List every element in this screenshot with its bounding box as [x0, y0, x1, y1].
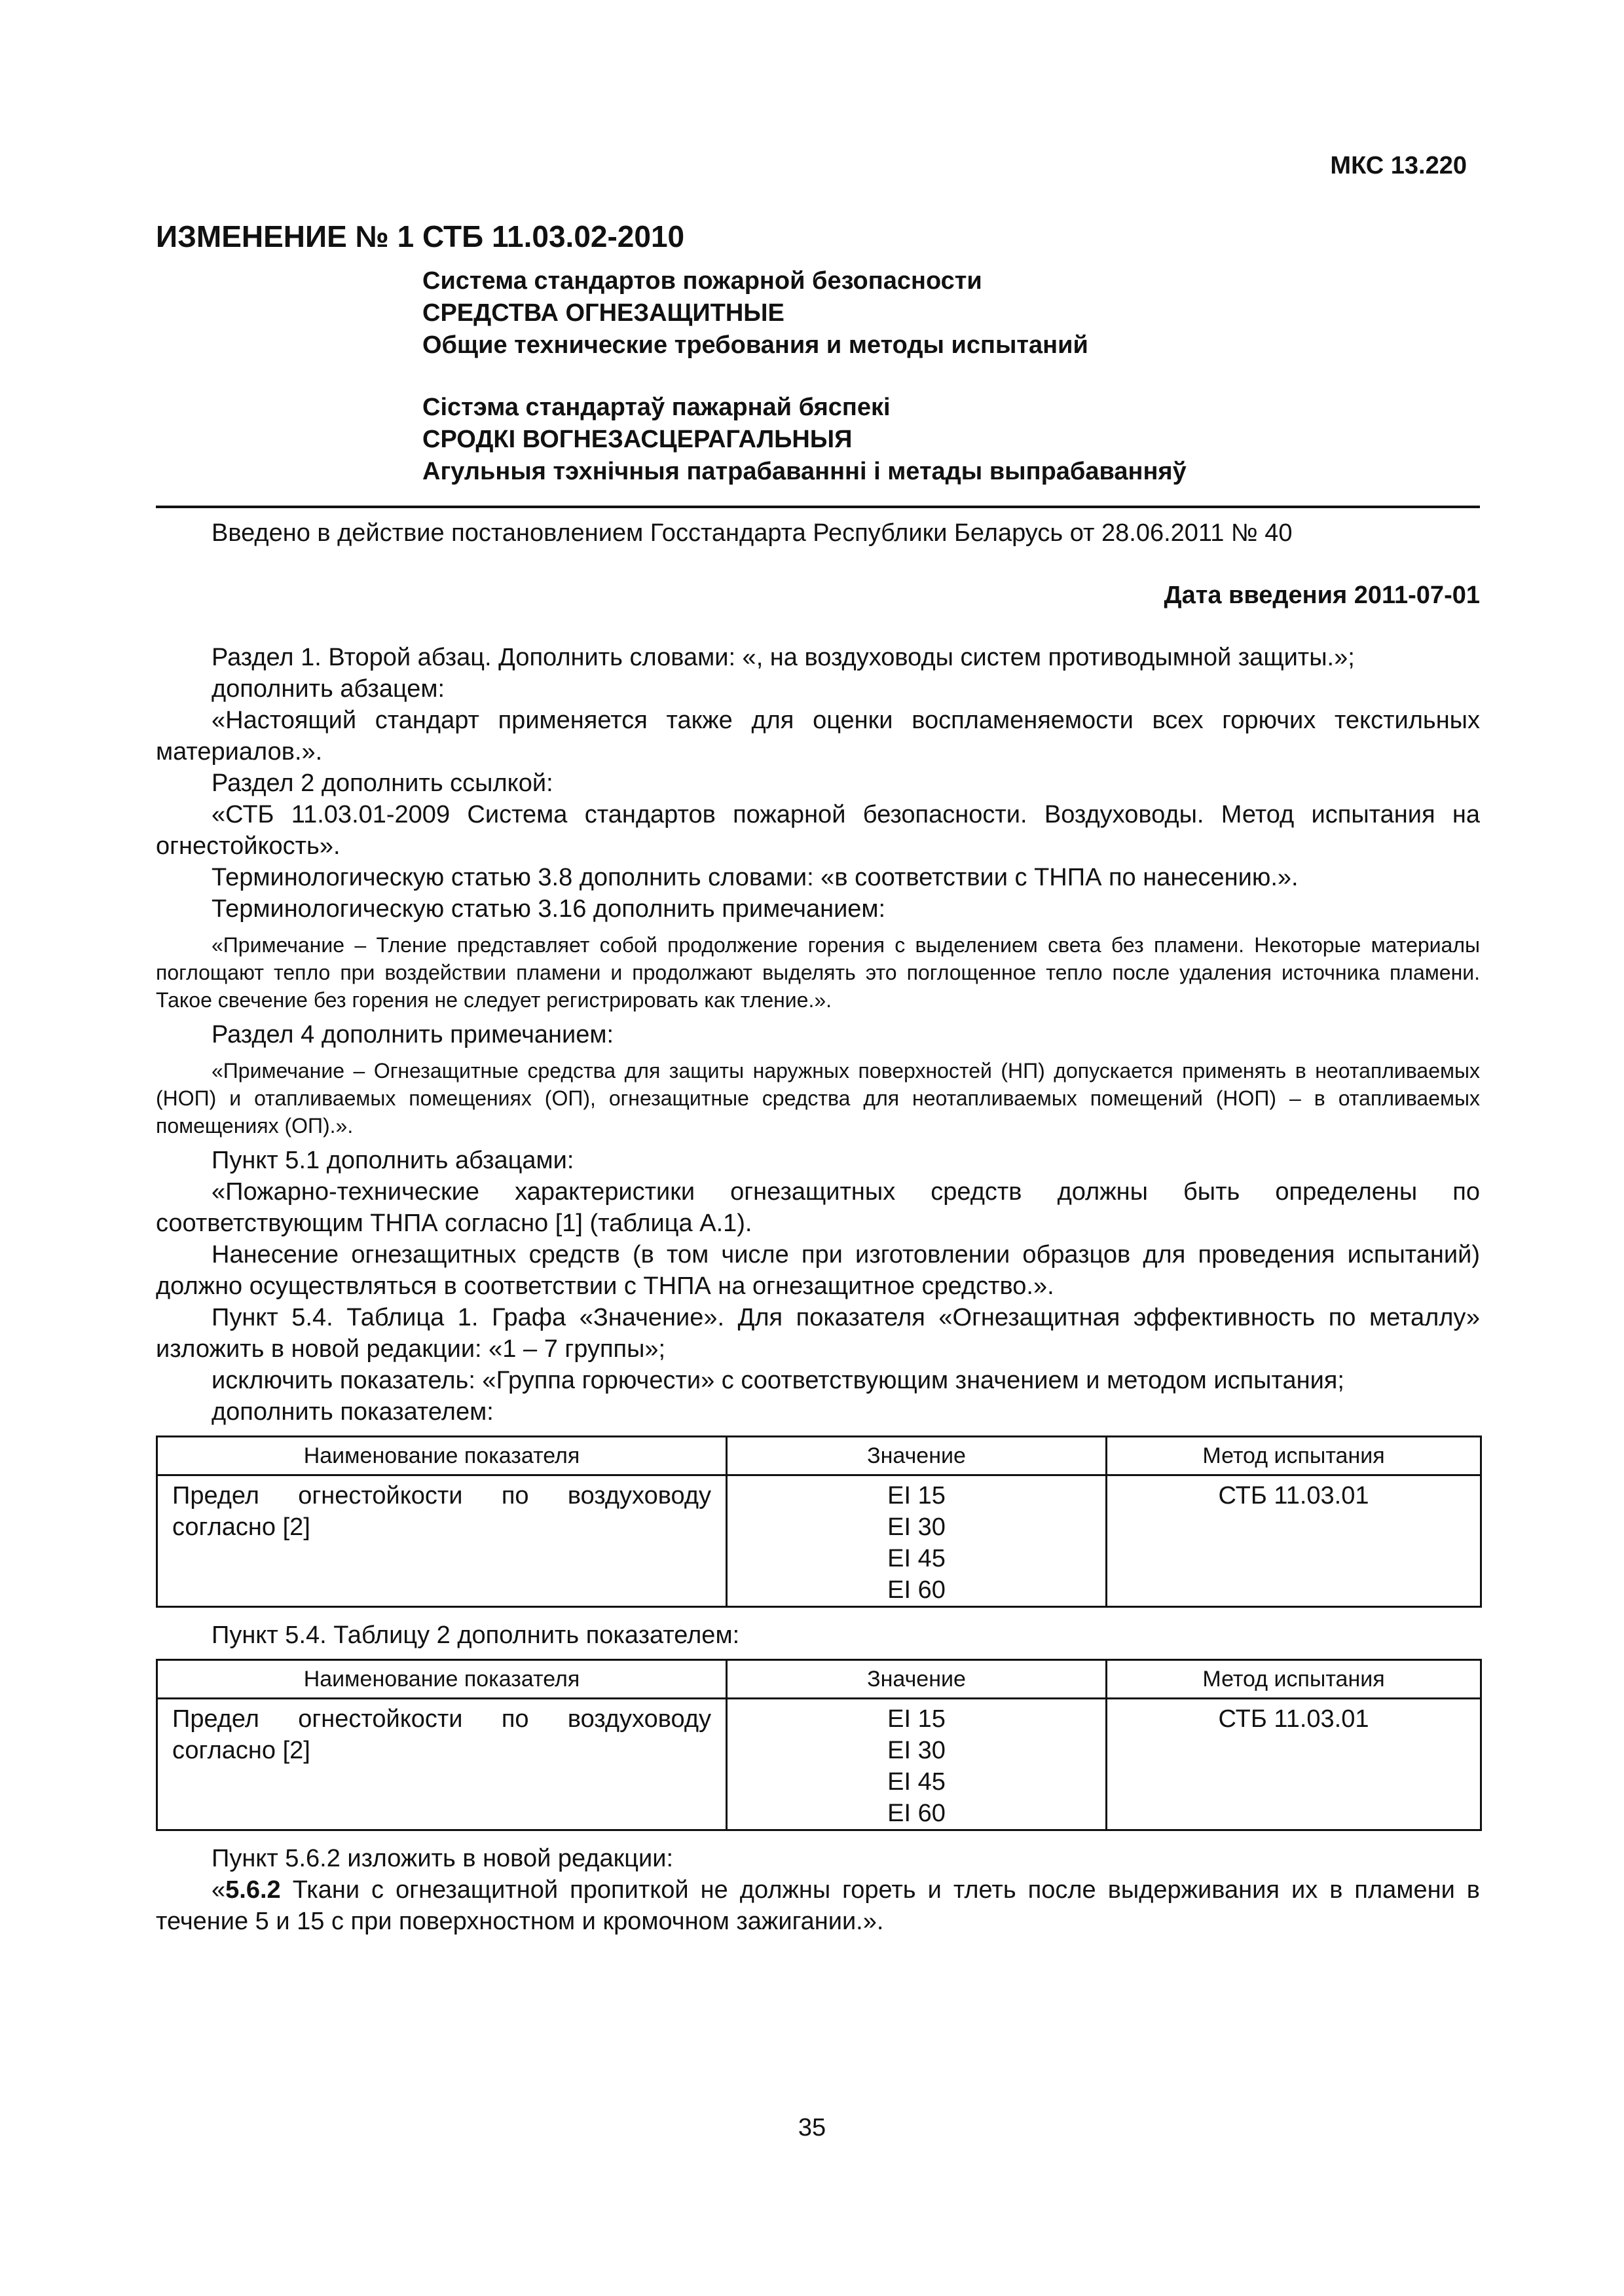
paragraph: Пункт 5.1 дополнить абзацами: — [212, 1147, 574, 1174]
table-header-row — [157, 1437, 1481, 1475]
clause-number: 5.6.2 — [225, 1876, 281, 1904]
paragraph: дополнить абзацем: — [212, 675, 445, 703]
value: EI 15 — [887, 1705, 946, 1733]
indicator-values — [727, 1699, 1107, 1830]
paragraph: «Пожарно-технические характеристики огнезащитных средств должны быть определены по соответствующим ТНПА согласно [1] (таблица А.1). — [156, 1178, 1480, 1237]
paragraph: Пункт 5.4. Таблица 1. Графа «Значение». Для показателя «Огнезащитная эффективность по металлу» изложить в новой редакции: «1 – 7 группы»; — [156, 1304, 1480, 1363]
indicator-name: Предел огнестойкости по воздуховоду согласно [2] — [157, 1475, 727, 1607]
effective-date: Дата введения 2011-07-01 — [1164, 582, 1480, 609]
paragraph: Терминологическую статью 3.16 дополнить примечанием: — [212, 895, 886, 923]
paragraph: исключить показатель: «Группа горючести» с соответствующим значением и методом испытания; — [212, 1367, 1344, 1394]
paragraph: Терминологическую статью 3.8 дополнить словами: «в соответствии с ТНПА по нанесению.». — [212, 864, 1299, 891]
paragraph: Раздел 1. Второй абзац. Дополнить словами: «, на воздуховоды систем противодымной защиты.»; — [212, 644, 1355, 671]
mks-code: МКС 13.220 — [1330, 152, 1467, 179]
paragraph: Раздел 4 дополнить примечанием: — [212, 1021, 614, 1048]
value: EI 15 — [887, 1482, 946, 1509]
note: «Примечание – Огнезащитные средства для защиты наружных поверхностей (НП) допускается применять в неотапливаемых (НОП) и отапливаемых помещениях (ОП), огнезащитные средства для неотапливаемых помещений (НОП) – в отапливаемых помещениях (ОП).». — [156, 1059, 1480, 1138]
paragraph: «СТБ 11.03.01-2009 Система стандартов пожарной безопасности. Воздуховоды. Метод испытания на огнестойкость». — [156, 801, 1480, 860]
paragraph: Пункт 5.6.2 изложить в новой редакции: — [212, 1845, 674, 1872]
value: EI 45 — [887, 1768, 946, 1796]
table-1 — [156, 1435, 1480, 1608]
value: EI 30 — [887, 1737, 946, 1764]
test-method: СТБ 11.03.01 — [1107, 1475, 1481, 1607]
quote-open: « — [212, 1876, 226, 1904]
column-header: Метод испытания — [1107, 1660, 1481, 1699]
table-header-row — [157, 1660, 1481, 1699]
paragraph: Пункт 5.4. Таблицу 2 дополнить показателем: — [212, 1621, 740, 1649]
subtitle-ru-line: Общие технические требования и методы испытаний — [422, 331, 1088, 359]
paragraph: дополнить показателем: — [212, 1398, 494, 1426]
column-header: Наименование показателя — [157, 1660, 727, 1699]
value: EI 60 — [887, 1800, 946, 1827]
indicator-name: Предел огнестойкости по воздуховоду согласно [2] — [157, 1699, 727, 1830]
column-header: Значение — [727, 1660, 1107, 1699]
table-row — [157, 1475, 1481, 1607]
amendment-body — [156, 642, 1480, 1937]
subtitle-by-line: Агульныя тэхнічныя патрабаваннні і метады выпрабаванняў — [422, 458, 1187, 485]
test-method: СТБ 11.03.01 — [1107, 1699, 1481, 1830]
paragraph: Раздел 2 дополнить ссылкой: — [212, 769, 553, 797]
value: EI 45 — [887, 1545, 946, 1572]
introduction-statement: Введено в действие постановлением Госстандарта Республики Беларусь от 28.06.2011 № 40 — [212, 519, 1293, 547]
subtitle-belarusian — [422, 392, 1187, 488]
subtitle-ru-line: Система стандартов пожарной безопасности — [422, 267, 982, 295]
subtitle-by-line: СРОДКІ ВОГНЕЗАСЦЕРАГАЛЬНЫЯ — [422, 426, 853, 453]
amendment-title: ИЗМЕНЕНИЕ № 1 СТБ 11.03.02-2010 — [156, 219, 685, 253]
note: «Примечание – Тление представляет собой продолжение горения с выделением света без пламени. Некоторые материалы поглощают тепло при воздействии пламени и продолжают выделять это поглощенное тепло после удаления источника пламени. Такое свечение без горения не следует регистрировать как тление.». — [156, 933, 1480, 1012]
clause-text: Ткани с огнезащитной пропиткой не должны гореть и тлеть после выдерживания их в пламени в течение 5 и 15 с при поверхностном и кромочном зажигании.». — [156, 1876, 1480, 1935]
table-2 — [156, 1659, 1480, 1831]
column-header: Значение — [727, 1437, 1107, 1475]
header-divider — [156, 506, 1480, 508]
column-header: Метод испытания — [1107, 1437, 1481, 1475]
value: EI 30 — [887, 1513, 946, 1541]
value: EI 60 — [887, 1576, 946, 1604]
indicator-values — [727, 1475, 1107, 1607]
paragraph: «Настоящий стандарт применяется также для оценки воспламеняемости всех горючих текстильных материалов.». — [156, 707, 1480, 766]
table-row — [157, 1699, 1481, 1830]
column-header: Наименование показателя — [157, 1437, 727, 1475]
paragraph — [156, 1874, 1480, 1937]
subtitle-russian — [422, 265, 1088, 361]
paragraph: Нанесение огнезащитных средств (в том числе при изготовлении образцов для проведения испытаний) должно осуществляться в соответствии с ТНПА на огнезащитное средство.». — [156, 1241, 1480, 1300]
subtitle-ru-line: СРЕДСТВА ОГНЕЗАЩИТНЫЕ — [422, 299, 784, 327]
page-number: 35 — [798, 2114, 826, 2141]
subtitle-by-line: Сістэма стандартаў пажарнай бяспекі — [422, 394, 891, 421]
